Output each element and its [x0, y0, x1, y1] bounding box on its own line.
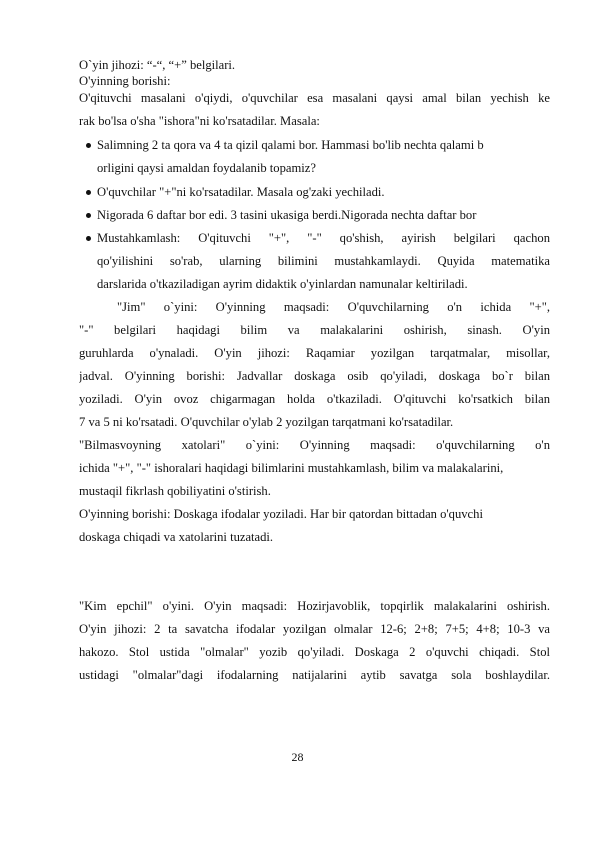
bullet-1-line-1: Salimning 2 ta qora va 4 ta qizil qalami bor. Hammasi bo'lib nechta qalami b: [97, 138, 484, 152]
bullet-dot: [86, 190, 91, 195]
page-number: 28: [291, 750, 304, 764]
intro-line-1: O'qituvchi masalani o'qiydi, o'quvchilar esa masalani qaysi amal bilan yechish ke: [79, 91, 550, 105]
kim-epchil-line-2: O'yin jihozi: 2 ta savatcha ifodalar yozilgan olmalar 12-6; 2+8; 7+5; 4+8; 10-3 va: [79, 622, 550, 636]
jim-game-line-4: jadval. O'yinning borishi: Jadvallar doskaga osib qo'yiladi, doskaga bo`r bilan: [79, 369, 550, 383]
kim-epchil-line-4: ustidagi "olmalar"dagi ifodalarning natijalarini aytib savatga sola boshlaydilar.: [79, 668, 550, 682]
bilmasvoy-line-2: ichida "+", "-" ishoralari haqidagi bilimlarini mustahkamlash, bilim va malakalarini,: [79, 461, 504, 475]
jim-game-line-1: "Jim" o`yini: O'yinning maqsadi: O'quvchilarning o'n ichida "+",: [117, 300, 550, 314]
bullet-dot: [86, 213, 91, 218]
jim-game-line-3: guruhlarda o'ynaladi. O'yin jihozi: Raqamiar yozilgan tarqatmalar, misollar,: [79, 346, 550, 360]
bullet-4-line-3: darslarida o'tkaziladigan ayrim didaktik o'yinlardan namunalar keltiriladi.: [97, 277, 468, 291]
bullet-dot: [86, 236, 91, 241]
jim-game-line-2: "-" belgilari haqidagi bilim va malakalarini oshirish, sinash. O'yin: [79, 323, 550, 337]
kim-epchil-line-3: hakozo. Stol ustida "olmalar" yozib qo'yiladi. Doskaga 2 o'quvchi chiqadi. Stol: [79, 645, 550, 659]
bullet-4-line-1: Mustahkamlash: O'qituvchi "+", "-" qo'shish, ayirish belgilari qachon: [97, 231, 550, 245]
bilmasvoy-line-5: doskaga chiqadi va xatolarini tuzatadi.: [79, 530, 274, 544]
kim-epchil-line-1: "Kim epchil" o'yini. O'yin maqsadi: Hozirjavoblik, topqirlik malakalarini oshirish.: [79, 599, 550, 613]
game-equipment-line: O`yin jihozi: “-“, “+” belgilari.: [79, 58, 236, 72]
bullet-3-line-1: Nigorada 6 daftar bor edi. 3 tasini ukasiga berdi.Nigorada nechta daftar bor: [97, 208, 477, 222]
bilmasvoy-line-1: "Bilmasvoyning xatolari" o`yini: O'yinning maqsadi: o'quvchilarning o'n: [79, 438, 550, 452]
bullet-1-line-2: orligini qaysi amaldan foydalanib topamiz?: [97, 161, 316, 175]
bullet-dot: [86, 143, 91, 148]
jim-game-line-5: yoziladi. O'yin ovoz chigarmagan holda o'tkaziladi. O'qituvchi ko'rsatkich bilan: [79, 392, 550, 406]
intro-line-2: rak bo'lsa o'sha "ishora"ni ko'rsatadilar. Masala:: [79, 114, 320, 128]
bullet-4-line-2: qo'yilishini so'rab, ularning bilimini mustahkamlaydi. Quyida matematika: [97, 254, 550, 268]
bilmasvoy-line-3: mustaqil fikrlash qobiliyatini o'stirish.: [79, 484, 271, 498]
bullet-2-line-1: O'quvchilar "+"ni ko'rsatadilar. Masala og'zaki yechiladi.: [97, 185, 385, 199]
jim-game-line-6: 7 va 5 ni ko'rsatadi. O'quvchilar o'ylab 2 yozilgan tarqatmani ko'rsatadilar.: [79, 415, 454, 429]
game-progress-heading: O'yinning borishi:: [79, 74, 171, 88]
bilmasvoy-line-4: O'yinning borishi: Doskaga ifodalar yoziladi. Har bir qatordan bittadan o'quvchi: [79, 507, 483, 521]
